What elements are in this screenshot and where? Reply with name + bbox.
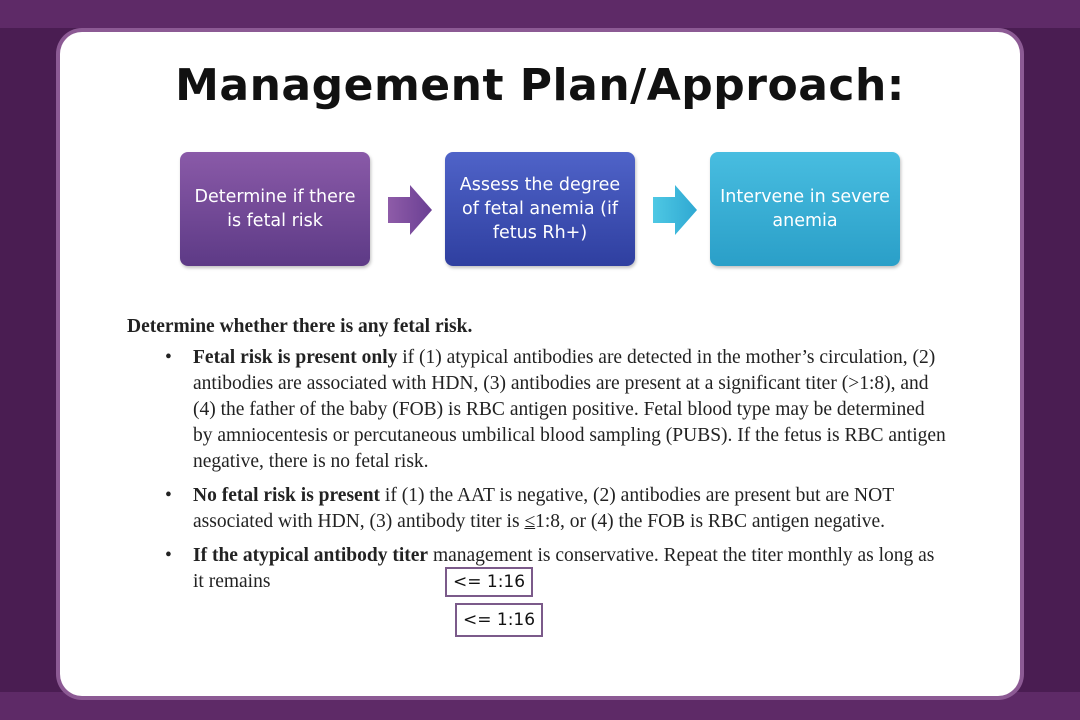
bullet-text: management is conservative. Repeat the titer monthly as long as it remains <box>193 545 935 592</box>
right-arrow-icon <box>653 185 697 235</box>
bullet-lead: Fetal risk is present only <box>193 347 398 368</box>
step-assess-fetal-anemia: Assess the degree of fetal anemia (if fetus Rh+) <box>445 152 635 266</box>
lte-symbol: ≤ <box>524 511 536 532</box>
bullet-marker: • <box>165 545 172 566</box>
notes-heading: Determine whether there is any fetal risk. <box>127 316 473 337</box>
right-arrow-icon <box>388 185 432 235</box>
bullet-text: if (1) atypical antibodies are detected in the mother’s circulation, (2) antibodies are associated with HDN, (3) antibodies are present at a significant titer (>1:8), and (4) the father of the baby (FOB) is RBC antigen positive. Fetal blood type may be determined by amniocentesis or percutaneous umbilical blood sampling (PUBS). If the fetus is RBC antigen negative, there is no fetal risk. <box>193 347 946 472</box>
titer-callout-box: <= 1:16 <box>445 567 533 597</box>
bullet-marker: • <box>165 485 172 506</box>
list-item <box>127 345 947 475</box>
list-item <box>127 483 947 535</box>
list-item <box>127 543 947 595</box>
bullet-marker: • <box>165 347 172 368</box>
notes-list <box>127 345 947 595</box>
slide-title: Management Plan/Approach: <box>175 60 905 111</box>
step-determine-fetal-risk: Determine if there is fetal risk <box>180 152 370 266</box>
titer-callout-box: <= 1:16 <box>455 603 543 637</box>
notes-excerpt <box>127 314 947 603</box>
bottom-band <box>0 692 1080 720</box>
top-band <box>0 0 1080 28</box>
bullet-lead: If the atypical antibody titer <box>193 545 429 566</box>
bullet-text: 1:8, or (4) the FOB is RBC antigen negative. <box>535 511 886 532</box>
bullet-lead: No fetal risk is present <box>193 485 381 506</box>
bullet-text: if (1) the AAT is negative, (2) antibodies are present but are NOT associated with HDN, (3) antibody titer is <box>193 485 894 532</box>
step-intervene-severe-anemia: Intervene in severe anemia <box>710 152 900 266</box>
